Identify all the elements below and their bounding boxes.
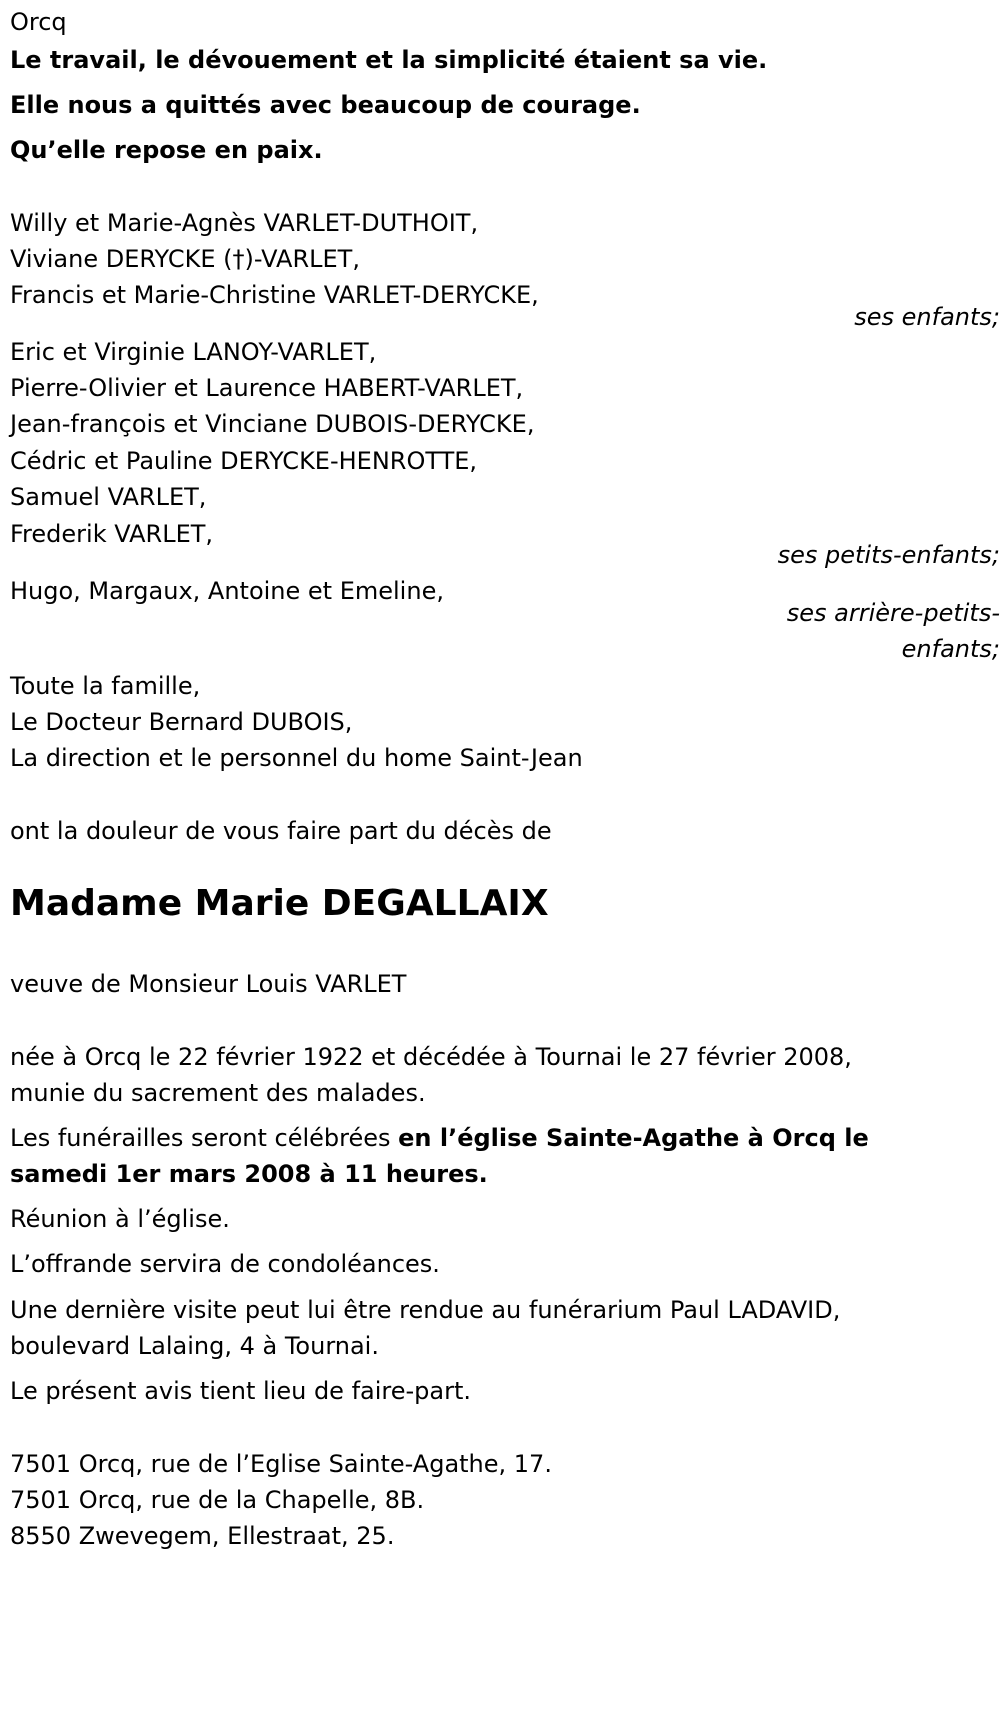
visit-line-2: boulevard Lalaing, 4 à Tournai. [10, 1332, 379, 1360]
offering-line: L’offrande servira de condoléances. [10, 1250, 440, 1278]
grandchild-name: Cédric et Pauline DERYCKE-HENROTTE, [10, 447, 478, 475]
grandchild-name: Pierre-Olivier et Laurence HABERT-VARLET, [10, 374, 524, 402]
great-grandchildren-role-line-1: ses arrière-petits- [786, 599, 1000, 627]
birth-death-line-1: née à Orcq le 22 février 1922 et décédée à Tournai le 27 février 2008, [10, 1043, 852, 1071]
grandchild-name: Eric et Virginie LANOY-VARLET, [10, 338, 377, 366]
place-label: Orcq [10, 8, 67, 36]
funeral-line-1 [10, 1120, 869, 1156]
other-mourner: La direction et le personnel du home Saint-Jean [10, 744, 583, 772]
meeting-line: Réunion à l’église. [10, 1205, 230, 1233]
grandchild-name: Frederik VARLET, [10, 520, 214, 548]
funeral-details-2: samedi 1er mars 2008 à 11 heures. [10, 1160, 488, 1188]
visit-line-1: Une dernière visite peut lui être rendue au funérarium Paul LADAVID, [10, 1296, 841, 1324]
other-mourner: Toute la famille, [10, 672, 201, 700]
deceased-name: Madame Marie DEGALLAIX [10, 883, 549, 924]
funeral-prefix: Les funérailles seront célébrées [10, 1124, 399, 1152]
other-mourner: Le Docteur Bernard DUBOIS, [10, 708, 353, 736]
funeral-details-1: en l’église Sainte-Agathe à Orcq le [398, 1124, 869, 1152]
child-name: Willy et Marie-Agnès VARLET-DUTHOIT, [10, 209, 479, 237]
great-grandchildren-names: Hugo, Margaux, Antoine et Emeline, [10, 577, 444, 605]
notice-line: Le présent avis tient lieu de faire-part. [10, 1377, 472, 1405]
quote-line-1: Le travail, le dévouement et la simplicité étaient sa vie. [10, 46, 768, 74]
widow-of-line: veuve de Monsieur Louis VARLET [10, 970, 407, 998]
birth-death-line-2: munie du sacrement des malades. [10, 1079, 426, 1107]
child-name: Viviane DERYCKE (†)-VARLET, [10, 245, 360, 273]
announcement-intro: ont la douleur de vous faire part du décès de [10, 817, 552, 845]
child-name: Francis et Marie-Christine VARLET-DERYCKE, [10, 281, 539, 309]
great-grandchildren-role-line-2: enfants; [901, 635, 1000, 663]
grandchild-name: Samuel VARLET, [10, 483, 207, 511]
grandchildren-role-label: ses petits-enfants; [777, 541, 1000, 569]
grandchild-name: Jean-françois et Vinciane DUBOIS-DERYCKE, [10, 410, 535, 438]
quote-line-2: Elle nous a quittés avec beaucoup de courage. [10, 91, 641, 119]
address-line: 7501 Orcq, rue de l’Eglise Sainte-Agathe, 17. [10, 1450, 552, 1478]
address-line: 8550 Zwevegem, Ellestraat, 25. [10, 1522, 395, 1550]
quote-line-3: Qu’elle repose en paix. [10, 136, 323, 164]
address-line: 7501 Orcq, rue de la Chapelle, 8B. [10, 1486, 425, 1514]
children-role-label: ses enfants; [854, 303, 1000, 331]
